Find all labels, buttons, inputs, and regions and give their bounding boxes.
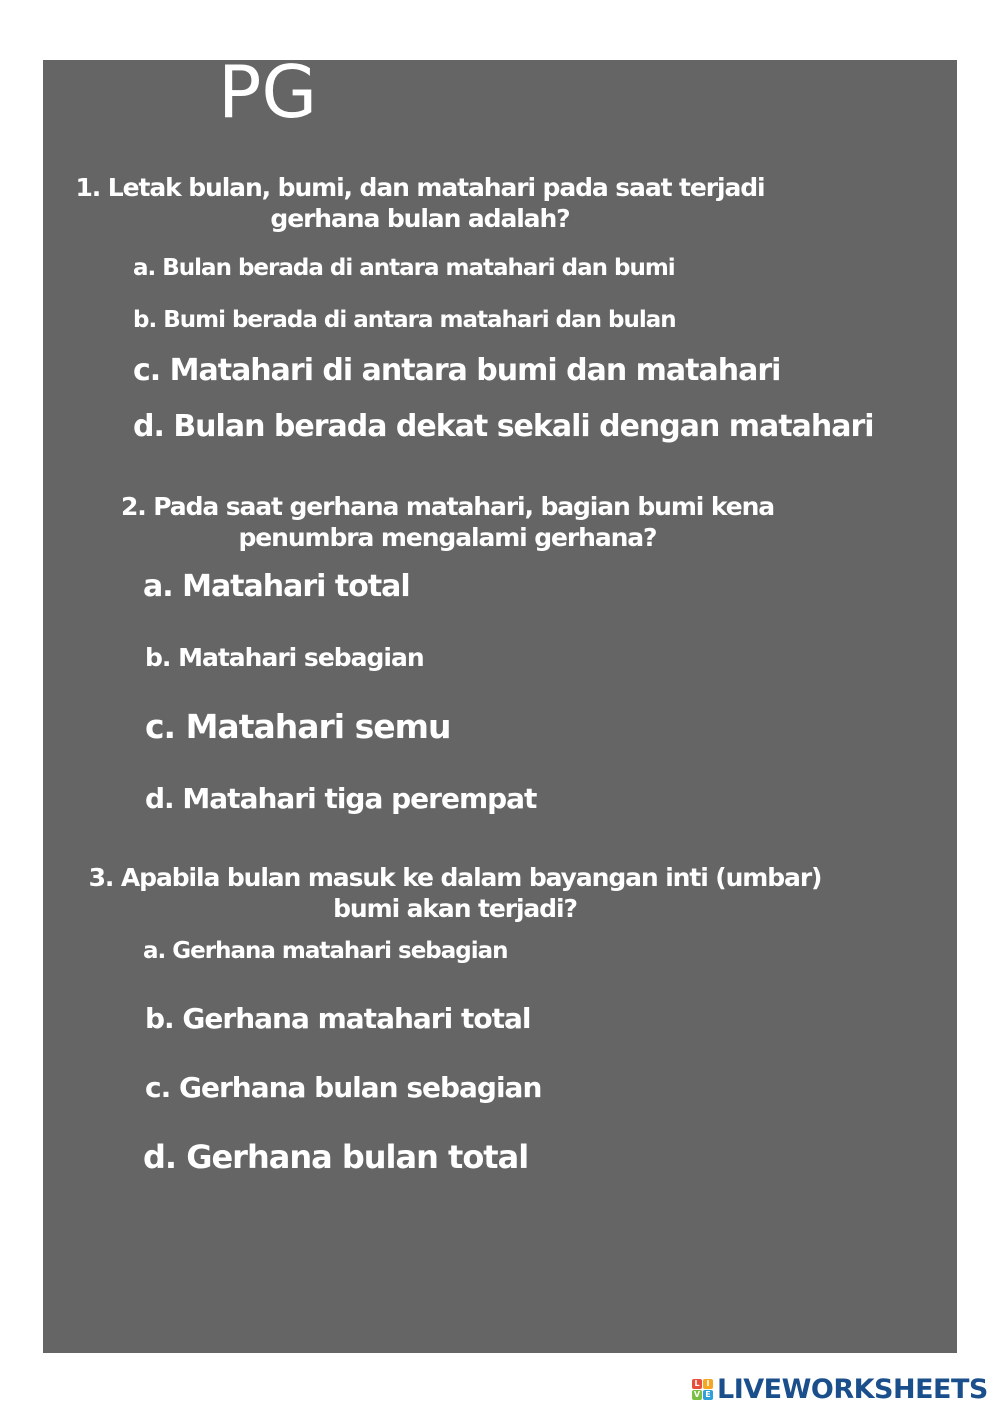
logo-mark-v: V — [693, 1389, 701, 1399]
question-1: 1. Letak bulan, bumi, dan matahari pada saat terjadi gerhana bulan adalah? — [75, 173, 765, 233]
question-2-option-a[interactable]: a. Matahari total — [143, 569, 410, 604]
question-1-option-a[interactable]: a. Bulan berada di antara matahari dan bumi — [133, 255, 675, 281]
question-2: 2. Pada saat gerhana matahari, bagian bumi kena penumbra mengalami gerhana? — [120, 492, 775, 552]
page-title: PG — [218, 50, 318, 134]
question-3-option-a[interactable]: a. Gerhana matahari sebagian — [143, 938, 508, 964]
question-3-option-d[interactable]: d. Gerhana bulan total — [143, 1138, 529, 1176]
logo-mark-e: E — [703, 1390, 713, 1400]
question-3: 3. Apabila bulan masuk ke dalam bayangan inti (umbar) bumi akan terjadi? — [88, 863, 822, 923]
logo-mark-i: I — [703, 1379, 713, 1389]
question-1-option-d[interactable]: d. Bulan berada dekat sekali dengan matahari — [133, 409, 874, 444]
logo-mark-icon — [692, 1379, 713, 1400]
question-1-option-c[interactable]: c. Matahari di antara bumi dan matahari — [133, 353, 781, 388]
question-3-option-c[interactable]: c. Gerhana bulan sebagian — [145, 1071, 542, 1104]
question-1-option-b[interactable]: b. Bumi berada di antara matahari dan bulan — [133, 307, 676, 333]
logo-mark-l: L — [692, 1379, 702, 1389]
question-3-option-b[interactable]: b. Gerhana matahari total — [145, 1002, 531, 1035]
question-2-option-c[interactable]: c. Matahari semu — [145, 707, 451, 746]
liveworksheets-logo[interactable] — [692, 1373, 988, 1405]
question-2-option-d[interactable]: d. Matahari tiga perempat — [145, 782, 537, 815]
logo-text: LIVEWORKSHEETS — [717, 1373, 988, 1405]
question-2-option-b[interactable]: b. Matahari sebagian — [145, 643, 424, 672]
